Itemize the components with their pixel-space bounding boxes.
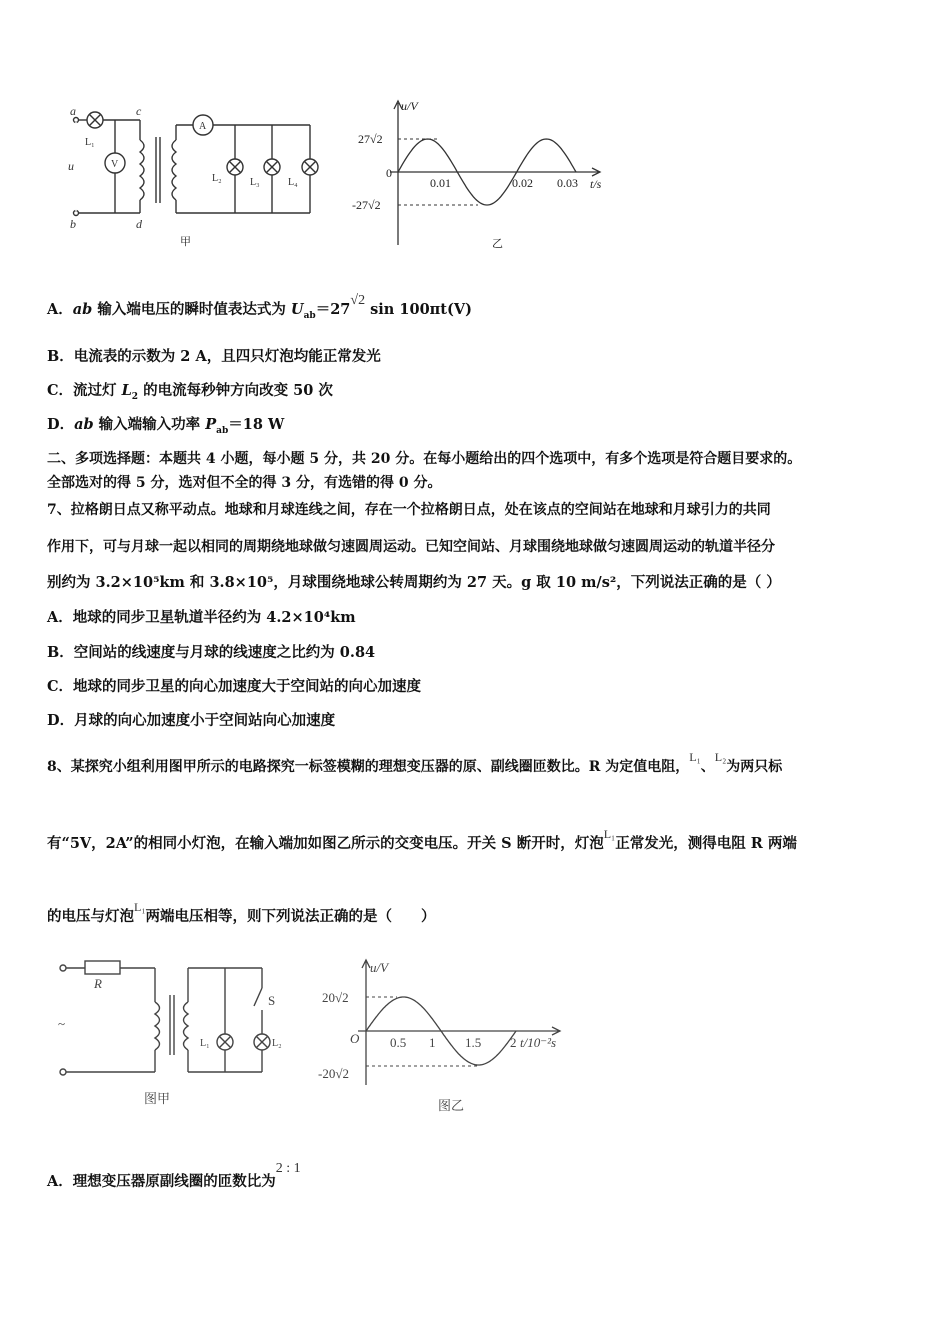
label-l2: L₂ xyxy=(212,173,222,184)
label-tilde: ~ xyxy=(58,1016,66,1031)
q7-stem-line1: 7、拉格朗日点又称平动点。地球和月球连线之间，存在一个拉格朗日点，处在该点的空间站在地球和月球引力的共同 xyxy=(47,502,771,518)
secondary-coil xyxy=(172,140,176,200)
label-u: u xyxy=(68,159,74,173)
graph-1 xyxy=(390,101,600,245)
label-d: d xyxy=(136,217,142,231)
q6-option-b: B．电流表的示数为 2 A，且四只灯泡均能正常发光 xyxy=(47,348,381,365)
label2-l1: L₁ xyxy=(200,1038,210,1049)
graph1-x-tick-1: 0.01 xyxy=(430,176,451,190)
section2-line2: 全部选对的得 5 分，选对但不全的得 3 分，有选错的得 0 分。 xyxy=(47,475,442,491)
q8-stem-line1: 8、某探究小组利用图甲所示的电路探究一标签模糊的理想变压器的原、副线圈匝数比。R 为定值电阻，L₁、L₂为两只标 xyxy=(47,750,783,775)
q6-option-d: D．ab 输入端输入功率 $P_{ab}=18$ W xyxy=(47,416,285,436)
q6-option-c: C．流过灯 $L_2$ 的电流每秒钟方向改变 50 次 xyxy=(47,382,333,402)
graph1-x-label: t/s xyxy=(590,177,602,191)
q8-stem-line2: 有“5V，2A”的相同小灯泡，在输入端加如图乙所示的交变电压。开关 S 断开时，灯泡$^{L_1}$正常发光，测得电阻 R 两端 xyxy=(47,827,797,852)
q6-option-a: A．ab 输入端电压的瞬时值表达式为 $U_{ab}=27√2$ sin 100πt(V) xyxy=(47,293,472,321)
graph2-y-zero: O xyxy=(350,1031,360,1046)
caption-tu-jia: 图甲 xyxy=(144,1091,171,1106)
q7-option-b: B．空间站的线速度与月球的线速度之比约为 0.84 xyxy=(47,644,376,661)
q8-stem-line3: 的电压与灯泡$^{L_1}$两端电压相等，则下列说法正确的是（ ） xyxy=(47,900,436,925)
graph2-x-tick-4: 2 xyxy=(510,1035,517,1050)
q7-option-c: C．地球的同步卫星的向心加速度大于空间站的向心加速度 xyxy=(47,678,422,695)
label-a: a xyxy=(70,104,76,118)
graph2-x-tick-2: 1 xyxy=(429,1035,436,1050)
figure-1 xyxy=(60,95,620,260)
figure-2 xyxy=(40,950,600,1125)
graph-2 xyxy=(358,960,560,1085)
label-v: V xyxy=(111,159,119,170)
label-l1: L₁ xyxy=(85,137,95,148)
graph1-x-tick-2: 0.02 xyxy=(512,176,533,190)
math-l1: L₁ xyxy=(689,750,701,764)
input-terminal-bottom xyxy=(60,1069,66,1075)
primary-coil xyxy=(140,140,144,200)
label-s: S xyxy=(268,993,276,1008)
input-terminal-top xyxy=(60,965,66,971)
q7-option-a: A．地球的同步卫星轨道半径约为 4.2×10⁴km xyxy=(47,609,356,626)
graph1-x-tick-3: 0.03 xyxy=(557,176,578,190)
caption-jia: 甲 xyxy=(180,236,191,248)
graph2-x-tick-3: 1.5 xyxy=(465,1035,482,1050)
graph1-y-label: u/V xyxy=(401,99,418,113)
label-r: R xyxy=(94,976,102,991)
graph2-y-label: u/V xyxy=(370,960,389,975)
math-l2: L₂ xyxy=(714,750,727,764)
caption-yi: 乙 xyxy=(492,238,503,250)
section2-line1: 二、多项选择题：本题共 4 小题，每小题 5 分，共 20 分。在每小题给出的四个选项中，有多个选项是符合题目要求的。 xyxy=(47,451,802,467)
label-c: c xyxy=(136,104,142,118)
graph1-y-top: 27√2 xyxy=(358,132,383,146)
resistor-r xyxy=(85,961,120,974)
graph1-y-bottom: -27√2 xyxy=(352,198,381,212)
ratio-2-1: 2 : 1 xyxy=(275,1161,301,1176)
math-l1-c: L₁ xyxy=(134,900,146,914)
caption-tu-yi: 图乙 xyxy=(438,1098,465,1113)
graph2-x-tick-1: 0.5 xyxy=(390,1035,407,1050)
label-l4: L₄ xyxy=(288,177,298,188)
q8-option-a: A．理想变压器原副线圈的匝数比为2 : 1 xyxy=(47,1161,301,1190)
circuit-2 xyxy=(60,961,270,1075)
label-l3: L₃ xyxy=(250,177,260,188)
label-b: b xyxy=(70,217,76,231)
secondary-coil-2 xyxy=(184,1002,189,1050)
label-ammeter: A xyxy=(199,121,207,132)
switch-s xyxy=(254,988,262,1006)
graph2-x-label: t/10⁻²s xyxy=(520,1035,557,1050)
math-l1-b: L₁ xyxy=(603,827,616,841)
primary-coil-2 xyxy=(155,1002,160,1050)
graph2-y-top: 20√2 xyxy=(322,990,349,1005)
q7-stem-line3: 别约为 3.2×10⁵km 和 3.8×10⁵，月球围绕地球公转周期约为 27 天。g 取 10 m/s²，下列说法正确的是（ ） xyxy=(47,574,781,591)
terminal-b xyxy=(74,211,79,216)
label2-l2: L₂ xyxy=(272,1038,282,1049)
q7-stem-line2: 作用下，可与月球一起以相同的周期绕地球做匀速圆周运动。已知空间站、月球围绕地球做匀速圆周运动的轨道半径分 xyxy=(47,539,775,555)
graph2-y-bottom: -20√2 xyxy=(318,1066,349,1081)
terminal-a xyxy=(74,118,79,123)
graph1-y-zero: 0 xyxy=(386,166,392,180)
q7-option-d: D．月球的向心加速度小于空间站向心加速度 xyxy=(47,712,336,729)
